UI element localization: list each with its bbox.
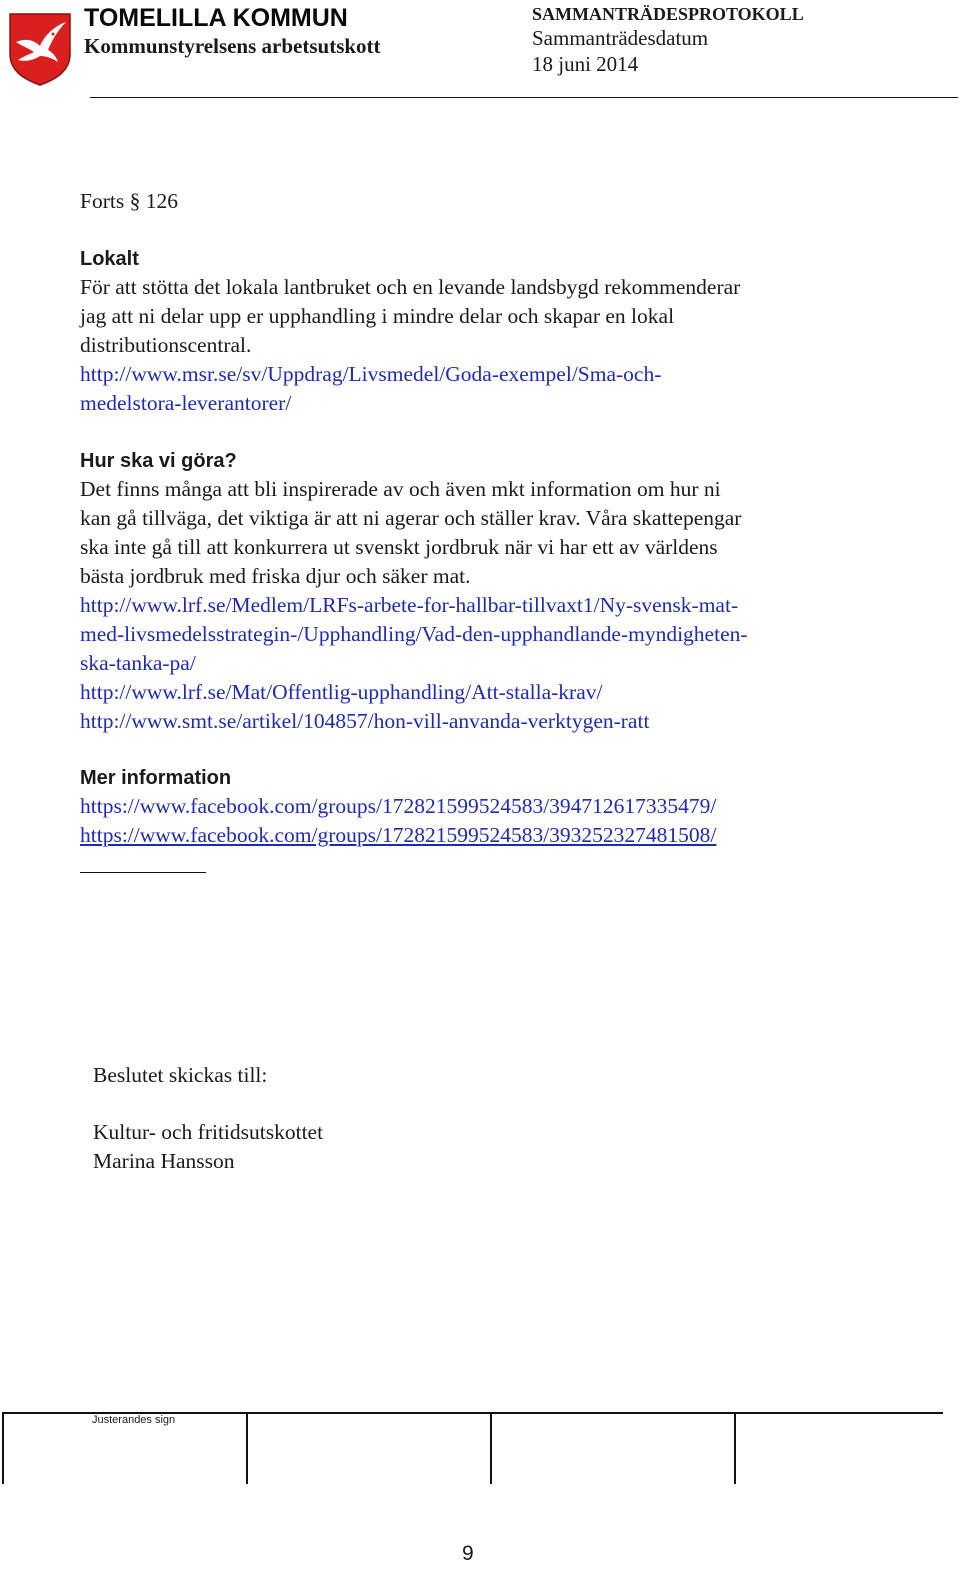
crest-bird-icon [8, 12, 72, 86]
msr-link[interactable]: http://www.msr.se/sv/Uppdrag/Livsmedel/Goda-exempel/Sma-och- [80, 362, 662, 386]
recipient-item: Kultur- och fritidsutskottet [93, 1120, 324, 1144]
signature-cell-divider [246, 1414, 248, 1484]
section-heading-more-info: Mer information [80, 767, 232, 789]
paragraph-line: Det finns många att bli inspirerade av och även mkt information om hur ni [80, 477, 721, 501]
meeting-date-value: 18 juni 2014 [532, 52, 639, 76]
recipient-item: Marina Hansson [93, 1149, 235, 1173]
distribution-label: Beslutet skickas till: [93, 1063, 268, 1087]
section-heading-how: Hur ska vi göra? [80, 450, 237, 472]
lrf-strategy-link-continued[interactable]: med-livsmedelsstrategin-/Upphandling/Vad-den-upphandlande-myndigheten- [80, 622, 748, 646]
document-type: SAMMANTRÄDESPROTOKOLL [532, 4, 804, 24]
page-number: 9 [462, 1542, 474, 1565]
meeting-date-label: Sammanträdesdatum [532, 26, 709, 50]
header-divider [90, 97, 958, 98]
lrf-strategy-link-end[interactable]: ska-tanka-pa/ [80, 651, 196, 675]
paragraph-continuation: Forts § 126 [80, 189, 178, 213]
committee-name: Kommunstyrelsens arbetsutskott [84, 34, 381, 58]
municipality-crest-logo [8, 12, 72, 86]
paragraph-line: ska inte gå till att konkurrera ut svenskt jordbruk när vi har ett av världens [80, 535, 718, 559]
paragraph-line: kan gå tillväga, det viktiga är att ni agerar och ställer krav. Våra skattepengar [80, 506, 742, 530]
signature-cell-divider [490, 1414, 492, 1484]
facebook-group-link-1[interactable]: https://www.facebook.com/groups/172821599524583/394712617335479/ [80, 794, 717, 818]
paragraph-line: För att stötta det lokala lantbruket och en levande landsbygd rekommenderar [80, 275, 741, 299]
lrf-requirements-link[interactable]: http://www.lrf.se/Mat/Offentlig-upphandling/Att-stalla-krav/ [80, 680, 603, 704]
organization-name: TOMELILLA KOMMUN [84, 4, 348, 32]
facebook-group-link-2[interactable]: https://www.facebook.com/groups/172821599524583/393252327481508/ [80, 823, 717, 847]
signature-cell-divider [2, 1414, 4, 1484]
paragraph-line: bästa jordbruk med friska djur och säker mat. [80, 564, 471, 588]
footnote-separator [80, 872, 206, 873]
lrf-strategy-link[interactable]: http://www.lrf.se/Medlem/LRFs-arbete-for-hallbar-tillvaxt1/Ny-svensk-mat- [80, 593, 739, 617]
signature-label: Justerandes sign [92, 1414, 176, 1426]
msr-link-continued[interactable]: medelstora-leverantorer/ [80, 391, 292, 415]
paragraph-line: distributionscentral. [80, 333, 252, 357]
section-heading-local: Lokalt [80, 248, 139, 270]
signature-cell-divider [734, 1414, 736, 1484]
smt-article-link[interactable]: http://www.smt.se/artikel/104857/hon-vill-anvanda-verktygen-ratt [80, 709, 650, 733]
paragraph-line: jag att ni delar upp er upphandling i mindre delar och skapar en lokal [80, 304, 675, 328]
